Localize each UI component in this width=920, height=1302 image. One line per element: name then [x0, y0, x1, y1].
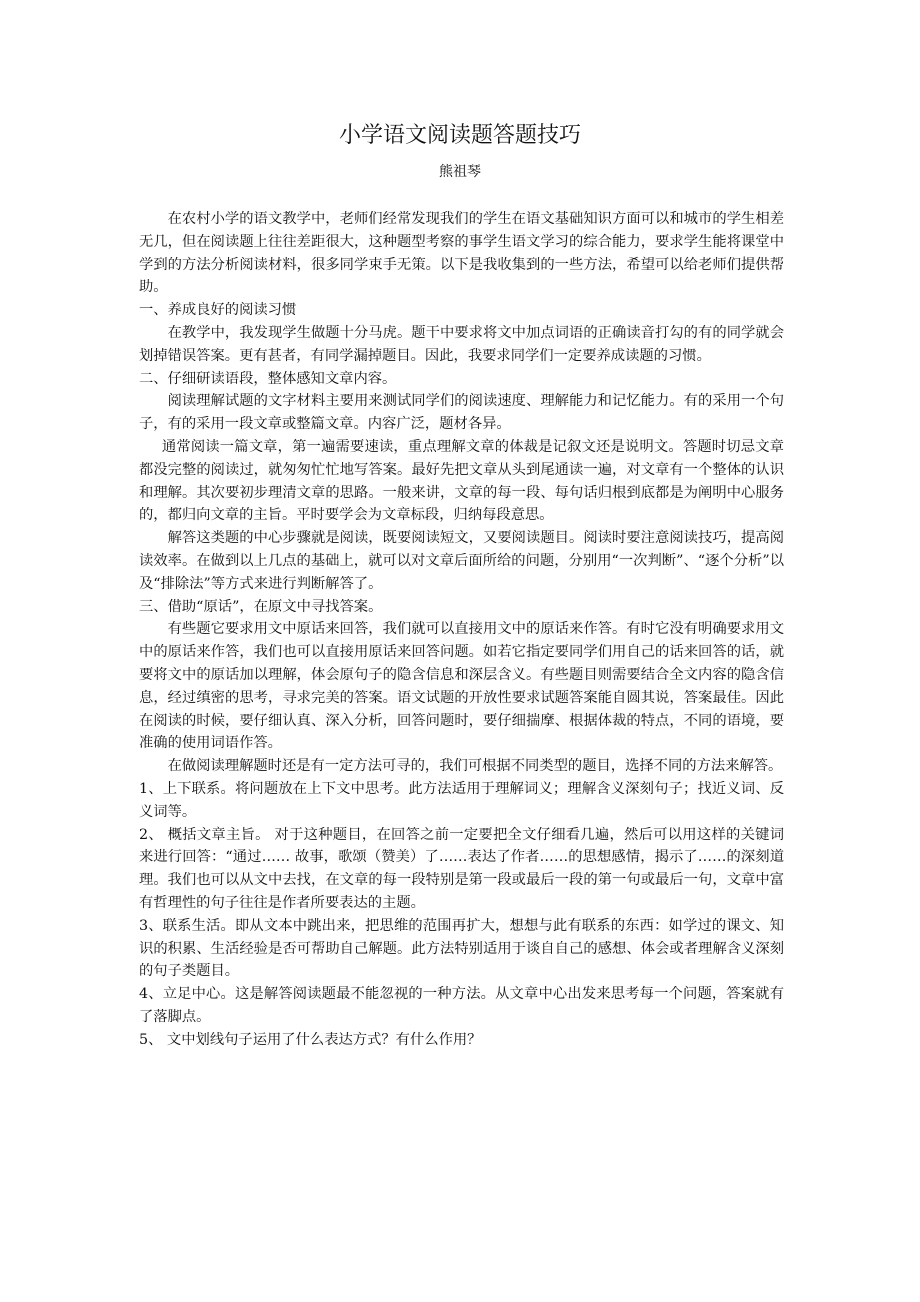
section-heading-2: 二、仔细研读语段，整体感知文章内容。	[139, 370, 397, 387]
section-heading-3: 三、借助“原话”，在原文中寻找答案。	[139, 598, 383, 615]
section-3-paragraph-2: 在做阅读理解题时还是有一定方法可寻的，我们可根据不同类型的题目，选择不同的方法来解答。	[167, 758, 783, 775]
document-author: 熊祖琴	[439, 164, 481, 180]
section-3-paragraph-1: 有些题它要求用文中原话来回答，我们就可以直接用文中的原话来作答。有时它没有明确要求用文中的原话来作答，我们也可以直接用原话来回答问题。如若它指定要同学们用自己的话来回答的话，就要将文中的原话加以理解，体会原句子的隐含信息和深层含义。有些题目则需要结合全文内容的隐含信息，经过缜密的思考，寻求完美的答案。语文试题的开放性要求试题答案能自圆其说，答案最佳。因此在阅读的时候，要仔细认真、深入分析，回答问题时，要仔细揣摩、根据体裁的特点，不同的语境，要准确的使用词语作答。	[139, 621, 784, 752]
document-title: 小学语文阅读题答题技巧	[338, 123, 581, 148]
document-body	[139, 208, 784, 1051]
section-2-paragraph-2: 通常阅读一篇文章，第一遍需要速读，重点理解文章的体裁是记叙文还是说明文。答题时切忌文章都没完整的阅读过，就匆匆忙忙地写答案。最好先把文章从头到尾通读一遍，对文章有一个整体的认识和理解。其次要初步理清文章的思路。一般来讲，文章的每一段、每句话归根到底都是为阐明中心服务的，都归向文章的主旨。平时要学会为文章标段，归纳每段意思。	[139, 438, 784, 524]
section-1-paragraph: 在教学中，我发现学生做题十分马虎。题干中要求将文中加点词语的正确读音打勾的有的同学就会划掉错误答案。更有甚者，有同学漏掉题目。因此，我要求同学们一定要养成读题的习惯。	[139, 324, 784, 364]
section-2-paragraph-1: 阅读理解试题的文字材料主要用来测试同学们的阅读速度、理解能力和记忆能力。有的采用一个句子，有的采用一段文章或整篇文章。内容广泛，题材各异。	[139, 393, 784, 433]
method-item-4: 4、立足中心。这是解答阅读题最不能忽视的一种方法。从文章中心出发来思考每一个问题，答案就有了落脚点。	[139, 986, 784, 1025]
section-2-paragraph-3: 解答这类题的中心步骤就是阅读，既要阅读短文，又要阅读题目。阅读时要注意阅读技巧，提高阅读效率。在做到以上几点的基础上，就可以对文章后面所给的问题，分别用“一次判断”、“逐个分析”以及“排除法”等方式来进行判断解答了。	[139, 530, 784, 592]
method-item-3: 3、联系生活。即从文本中跳出来，把思维的范围再扩大，想想与此有联系的东西：如学过的课文、知识的积累、生活经验是否可帮助自己解题。此方法特别适用于谈自自己的感想、体会或者理解含义深刻的句子类题目。	[139, 917, 784, 980]
section-heading-1: 一、养成良好的阅读习惯	[139, 302, 297, 319]
method-item-1: 1、上下联系。将问题放在上下文中思考。此方法适用于理解词义；理解含义深刻句子；找近义词、反义词等。	[139, 780, 784, 820]
method-item-5: 5、 文中划线句子运用了什么表达方式？有什么作用？	[139, 1031, 482, 1048]
method-item-2: 2、 概括文章主旨。 对于这种题目，在回答之前一定要把全文仔细看几遍，然后可以用这样的关键词来进行回答：“通过…… 故事，歌颂（赞美）了……表达了作者……的思想感情，揭示了……的深刻道理。我们也可以从文中去找，在文章的每一段特别是第一段或最后一段的第一句或最后一句，文章中富有哲理性的句子往往是作者所要表达的主题。	[139, 826, 784, 911]
intro-paragraph: 在农村小学的语文教学中，老师们经常发现我们的学生在语文基础知识方面可以和城市的学生相差无几，但在阅读题上往往差距很大，这种题型考察的事学生语文学习的综合能力，要求学生能将课堂中学到的方法分析阅读材料，很多同学束手无策。以下是我收集到的一些方法，希望可以给老师们提供帮助。	[139, 211, 784, 296]
